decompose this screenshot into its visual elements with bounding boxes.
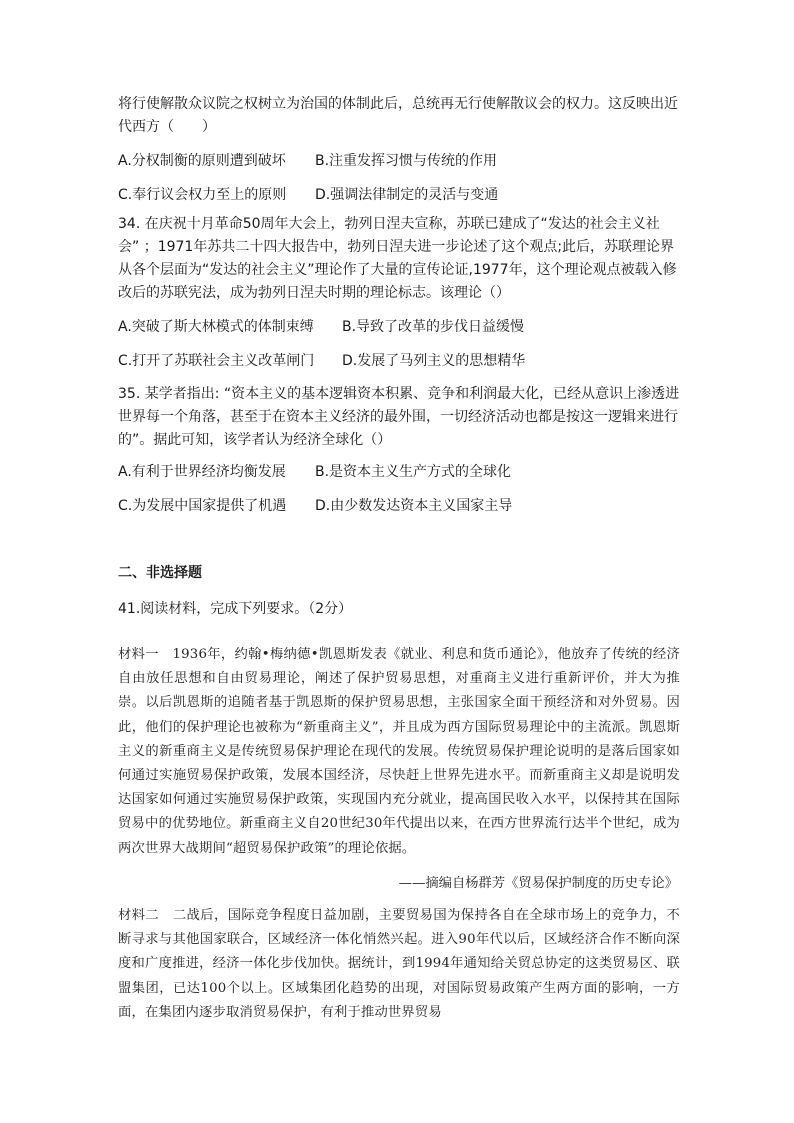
q33-option-b[interactable]: B.注重发挥习惯与传统的作用 [315,153,498,169]
q33-options-row2 [118,184,498,206]
section-heading: 二、非选择题 [118,565,202,581]
q35-option-a[interactable]: A.有利于世界经济均衡发展 [118,464,286,480]
q34-options-row1 [118,316,524,338]
q35-options-row2 [118,495,512,517]
q33-option-c[interactable]: C.奉行议会权力至上的原则 [118,187,287,203]
q34-option-c[interactable]: C.打开了苏联社会主义改革闸门 [118,353,315,369]
q35-option-b[interactable]: B.是资本主义生产方式的全球化 [315,464,512,480]
q34-option-d[interactable]: D.发展了马列主义的思想精华 [342,353,526,369]
q34-option-b[interactable]: B.导致了改革的步伐日益缓慢 [342,319,525,335]
q33-options-row1 [118,150,497,172]
material-one-source: ——摘编自杨群芳《贸易保护制度的历史专论》 [398,876,678,891]
q41-prompt: 41.阅读材料，完成下列要求。（2分） [118,601,353,617]
q33-option-a[interactable]: A.分权制衡的原则遭到破坏 [118,153,286,169]
q33-option-d[interactable]: D.强调法律制定的灵活与变通 [315,187,499,203]
material-two: 材料二 二战后，国际竞争程度日益加剧，主要贸易国为保持各自在全球市场上的竞争力，不断寻求与其他国家联合，区域经济一体化悄然兴起。进入90年代以后，区域经济合作不断向深度和广度推进，经济一体化步伐加快。据统计，到1994年通知给关贸总协定的这类贸易区、联盟集团，已达100个以上。区域集团化趋势的出现，对国际贸易政策产生两方面的影响，一方面，在集团内逐步取消贸易保护，有利于推动世界贸易 [118,908,680,1020]
q34-stem: 34. 在庆祝十月革命50周年大会上，勃列日涅夫宣称，苏联已建成了“发达的社会主义社会” ；1971年苏共二十四大报告中，勃列日涅夫进一步论述了这个观点;此后，苏联理论界从各个层面为“发达的社会主义”理论作了大量的宣传论证,1977年，这个理论观点被载入修改后的苏联宪法，成为勃列日涅夫时期的理论标志。该理论（） [118,216,677,301]
material-one: 材料一 1936年，约翰•梅纳德•凯恩斯发表《就业、利息和货币通论》，他放弃了传统的经济自由放任思想和自由贸易理论，阐述了保护贸易思想，对重商主义进行重新评价，并大为推崇。以后凯恩斯的追随者基于凯恩斯的保护贸易思想，主张国家全面干预经济和对外贸易。因此，他们的保护理论也被称为“新重商主义”，并且成为西方国际贸易理论中的主流派。凯恩斯主义的新重商主义是传统贸易保护理论在现代的发展。传统贸易保护理论说明的是落后国家如何通过实施贸易保护政策，发展本国经济，尽快赶上世界先进水平。而新重商主义却是说明发达国家如何通过实施贸易保护政策，实现国内充分就业，提高国民收入水平，以保持其在国际贸易中的优势地位。新重商主义自20世纪30年代提出以来，在西方世界流行达半个世纪，成为两次世界大战期间“超贸易保护政策”的理论依据。 [118,647,680,856]
q34-option-a[interactable]: A.突破了斯大林模式的体制束缚 [118,319,314,335]
q34-options-row2 [118,350,525,372]
q35-stem: 35. 某学者指出: “资本主义的基本逻辑资本积累、竞争和利润最大化，已经从意识上渗透进世界每一个角落，甚至于在资本主义经济的最外围，一切经济活动也都是按这一逻辑来进行的”。据此可知，该学者认为经济全球化（） [118,386,680,448]
q35-option-d[interactable]: D.由少数发达资本主义国家主导 [315,498,513,514]
q35-option-c[interactable]: C.为发展中国家提供了机遇 [118,498,287,514]
q35-options-row1 [118,461,511,483]
q33-stem: 将行使解散众议院之权树立为治国的体制此后，总统再无行使解散议会的权力。这反映出近代西方（ ） [118,96,678,135]
